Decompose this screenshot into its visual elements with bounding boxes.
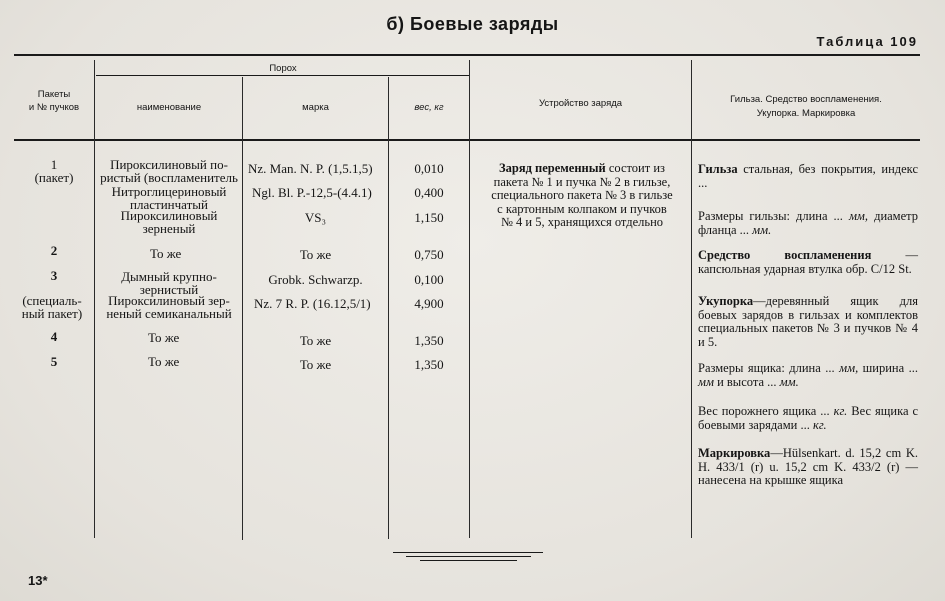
name-cell: Дымный крупно- зернистый xyxy=(121,269,217,297)
header-name: наименование xyxy=(136,102,202,113)
weight-cell: 0,750 xyxy=(414,247,444,262)
table-top-rule xyxy=(14,54,920,56)
header-mark: марка xyxy=(302,102,329,113)
marking-paragraph: Маркировка—Hülsenkart. d. 15,2 cm K. H. 433/1 (r) u. 15,2 cm K. 433/2 (r) — нанесена на крышке ящика xyxy=(698,446,918,487)
bottom-rule xyxy=(420,560,517,561)
bottom-rule xyxy=(393,552,543,553)
header-device: Устройство заряда xyxy=(538,98,623,109)
packet-1: 1 (пакет) xyxy=(34,157,74,185)
weight-cell: 0,010 xyxy=(414,161,444,176)
box-weight: Вес порожнего ящика ... кг. Вес ящика с боевыми зарядами ... кг. xyxy=(698,404,919,432)
case-paragraph: Гильза стальная, без покрытия, индекс ... xyxy=(698,162,918,190)
mark-cell: То же xyxy=(299,247,332,262)
header-case: Гильза. Средство воспламенения. Укупорка. Маркировка xyxy=(730,94,882,119)
name-cell: Пироксилиновый по- ристый (воспламенитель xyxy=(100,157,238,185)
col-divider-2 xyxy=(242,77,243,540)
mark-cell: Grobk. Schwarzp. xyxy=(268,272,363,287)
weight-cell: 1,350 xyxy=(414,357,444,372)
bottom-rule xyxy=(406,556,531,557)
name-cell: То же xyxy=(148,354,180,369)
weight-cell: 1,150 xyxy=(414,210,444,225)
case-dimensions: Размеры гильзы: длина ... мм, диаметр фланца ... мм. xyxy=(698,209,918,237)
box-dimensions: Размеры ящика: длина ... мм, ширина ... мм и высота ... мм. xyxy=(698,361,919,389)
name-cell: Пироксилиновый зерненый xyxy=(120,208,218,236)
header-weight: вес, кг xyxy=(414,102,444,113)
packet-4: 4 xyxy=(50,329,58,344)
page-title: б) Боевые заряды xyxy=(386,14,559,34)
weight-cell: 1,350 xyxy=(414,333,444,348)
header-bottom-rule xyxy=(14,139,920,141)
mark-cell: Ngl. Bl. P.-12,5-(4.4.1) xyxy=(252,185,372,200)
weight-cell: 4,900 xyxy=(414,296,444,311)
packet-5: 5 xyxy=(50,354,58,369)
name-cell: Пироксилиновый зер- неный семиканальный xyxy=(106,293,232,321)
table-number: Таблица 109 xyxy=(816,34,918,49)
header-packets: Пакеты и № пучков xyxy=(28,89,80,113)
name-cell: Нитроглицериновый пластинчатый xyxy=(111,184,227,212)
packet-2: 2 xyxy=(50,243,58,258)
ignition-paragraph: Средство воспламенения — капсюльная ударная втулка обр. С/12 St. xyxy=(698,248,919,276)
weight-cell: 0,400 xyxy=(414,185,444,200)
page-signature: 13* xyxy=(28,573,48,588)
mark-cell: То же xyxy=(299,357,332,372)
name-cell: То же xyxy=(148,330,180,345)
mark-cell: Nz. Man. N. P. (1,5.1,5) xyxy=(248,161,373,176)
header-powder: Порох xyxy=(269,63,297,74)
packet-3: 3 xyxy=(50,268,58,283)
packing-paragraph: Укупорка—деревянный ящик для боевых зарядов в гильзах и комплектов специальных пакетов № 3 и пучков № 4 и 5. xyxy=(698,294,918,349)
col-divider-1 xyxy=(94,60,95,538)
powder-group-rule xyxy=(96,75,470,76)
col-divider-4 xyxy=(469,60,470,538)
weight-cell: 0,100 xyxy=(414,272,444,287)
packet-special: (специаль- ный пакет) xyxy=(21,293,83,321)
mark-cell: То же xyxy=(299,333,332,348)
device-description: Заряд переменный состоит из пакета № 1 и пучка № 2 в гильзе, специального пакета № 3 в гильзе с картонным колпаком и пучков № 4 и 5, хранящихся отдельно xyxy=(491,161,673,229)
mark-cell: VS₃ xyxy=(304,210,327,225)
mark-cell: Nz. 7 R. P. (16.12,5/1) xyxy=(254,296,371,311)
name-cell: То же xyxy=(150,246,182,261)
col-divider-5 xyxy=(691,60,692,538)
